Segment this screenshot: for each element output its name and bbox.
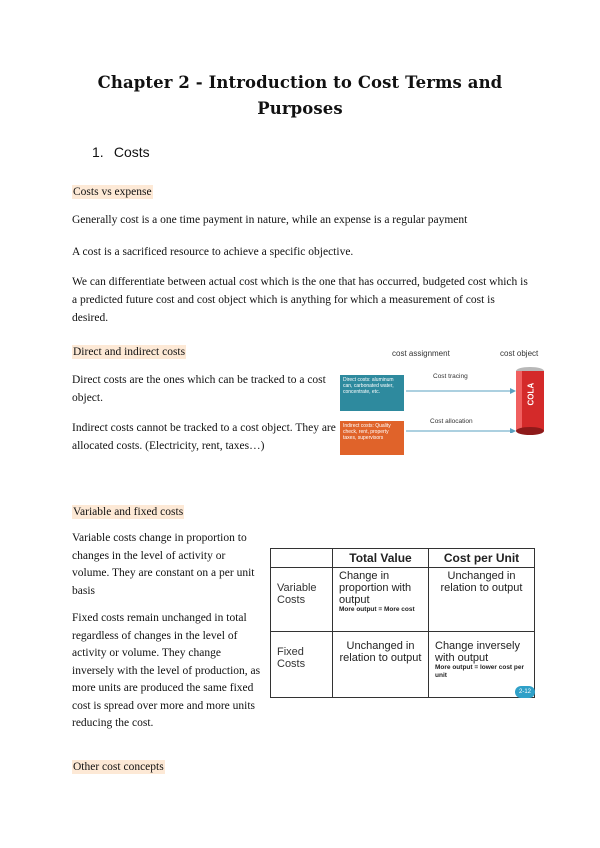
cell-text: Unchanged in relation to output (339, 639, 422, 664)
paragraph-direct-costs: Direct costs are the ones which can be tracked to a cost object. (72, 374, 326, 404)
label-cost-allocation: Cost allocation (430, 418, 473, 425)
paragraph-variable-costs: Variable costs change in proportion to changes in the level of activity or volume. They are constant on a per unit basis (72, 532, 255, 597)
table-row (271, 631, 535, 697)
indirect-costs-box: Indirect costs: Quality check, rent, property taxes, supervisors (340, 421, 404, 455)
header-empty (271, 549, 333, 568)
header-cost-per-unit: Cost per Unit (429, 549, 535, 568)
heading-costs-vs-expense: Costs vs expense (73, 186, 152, 198)
can-label: COLA (526, 382, 536, 406)
page-title: Chapter 2 - Introduction to Cost Terms and Purposes (97, 73, 503, 118)
cell-fixed-total (333, 631, 429, 697)
heading-direct-indirect: Direct and indirect costs (73, 346, 186, 358)
table-header-row (271, 549, 535, 568)
paragraph-cost-definition: Generally cost is a one time payment in nature, while an expense is a regular payment (72, 214, 468, 226)
cell-text: Change in proportion with output (339, 570, 412, 606)
cell-text: Unchanged in relation to output (440, 570, 523, 594)
cell-variable-unit (429, 568, 535, 632)
cell-variable-total (333, 568, 429, 632)
cell-note: More output = More cost (339, 606, 415, 613)
label-cost-object: cost object (500, 349, 539, 358)
cost-behavior-table (270, 548, 535, 698)
label-cost-tracing: Cost tracing (433, 373, 468, 380)
cell-text: Change inversely with output (435, 639, 520, 664)
direct-costs-box: Direct costs: aluminum can, carbonated water, concentrate, etc. (340, 375, 404, 411)
paragraph-fixed-costs: Fixed costs remain unchanged in total regardless of changes in the level of activity or volume. They change inversely with the level of production, as more units are produced the same fixed cost is spread over more and more units reducing the cost. (72, 612, 261, 729)
table-row (271, 568, 535, 632)
section-label: Costs (113, 144, 150, 160)
section-heading-costs (92, 144, 150, 160)
paragraph-cost-types: We can differentiate between actual cost which is the one that has occurred, budgeted cost which is a predicted future cost and cost object which is anything for which a measurement of cost is desired. (72, 276, 528, 324)
cell-note: More output = lower cost per unit (435, 663, 525, 679)
paragraph-indirect-costs: Indirect costs cannot be tracked to a cost object. They are allocated costs. (Electricity, rent, taxes…) (72, 422, 336, 452)
heading-other-cost-concepts: Other cost concepts (73, 761, 164, 773)
slide-number-badge: 2-12 (515, 686, 535, 698)
cost-assignment-diagram (340, 345, 550, 455)
assignment-arrows (404, 381, 516, 433)
label-cost-assignment: cost assignment (392, 349, 450, 358)
row-label-variable: Variable Costs (271, 568, 333, 632)
row-label-fixed: Fixed Costs (271, 631, 333, 697)
section-number: 1. (92, 144, 104, 160)
header-total-value: Total Value (333, 549, 429, 568)
heading-variable-fixed: Variable and fixed costs (73, 506, 184, 518)
paragraph-sacrificed-resource: A cost is a sacrificed resource to achieve a specific objective. (72, 246, 354, 258)
